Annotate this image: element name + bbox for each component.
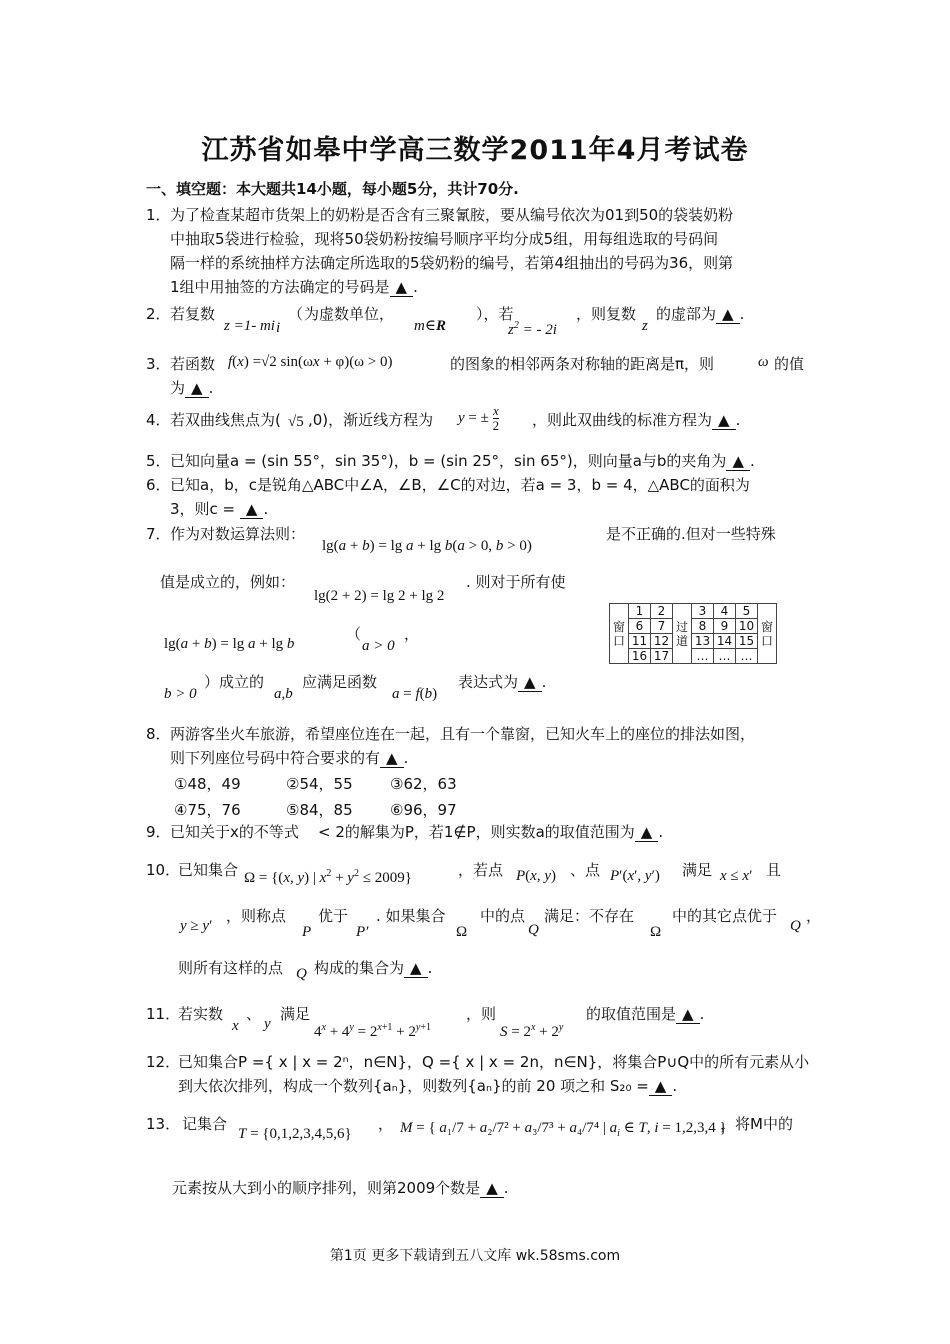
question-text: < 2的解集为P，若1∉P，则实数a的取值范围为 ▲ . (318, 823, 664, 841)
question-text: 、 (246, 1005, 262, 1023)
question-text: 的值 (774, 355, 805, 373)
aisle-label: 过道 (673, 604, 692, 664)
question-number: 1． (146, 206, 171, 224)
question-number: 11． (146, 1005, 181, 1023)
seat-cell: 12 (651, 634, 673, 649)
question-text: 中的点 (480, 907, 526, 925)
seat-cell: 3 (692, 604, 714, 619)
answer-blank[interactable]: ▲ (712, 411, 736, 430)
question-8 (146, 722, 826, 822)
question-text: ,0)，渐近线方程为 (308, 411, 434, 429)
math-expression: x ≤ x′ (720, 868, 753, 884)
question-text: 的取值范围是 ▲ . (586, 1005, 705, 1023)
question-text: ， (378, 1115, 394, 1133)
math-expression: $4^x + 4^y = 2^{x+1} + 2^{y+1}$ (314, 1022, 431, 1040)
question-13 (146, 1112, 826, 1197)
question-number: 5． (146, 452, 171, 470)
question-text: （ (346, 625, 362, 643)
question-text: 且 (766, 861, 782, 879)
question-text: 作为对数运算法则： (170, 525, 306, 543)
question-text: 应满足函数 (302, 673, 378, 691)
seat-cell: 13 (692, 634, 714, 649)
seat-cell: 9 (714, 619, 736, 634)
question-number: 10． (146, 861, 181, 879)
window-label: 窗口 (610, 604, 629, 664)
answer-blank[interactable]: ▲ (676, 1005, 700, 1024)
math-expression: $z^2$ = - 2i (508, 320, 557, 338)
page-title: 江苏省如皋中学高三数学2011年4月考试卷 (201, 135, 749, 166)
answer-blank[interactable]: ▲ (726, 452, 750, 471)
math-expression: z (642, 318, 648, 334)
question-text: 到大依次排列，构成一个数列{aₙ}，则数列{aₙ}的前 20 项之和 S₂₀ = ▲ . (178, 1077, 678, 1095)
option-3: ③62，63 (390, 775, 457, 793)
question-text: 已知集合P ={ x | x = 2ⁿ，n∈N}，Q ={ x | x = 2n，n∈N}，将集合P∪Q中的所有元素从小 (178, 1053, 810, 1071)
seat-cell: 11 (629, 634, 651, 649)
question-text: . 则对于所有使 (466, 573, 566, 591)
math-expression: lg(2 + 2) = lg 2 + lg 2 (314, 588, 445, 604)
question-text: ，则称点 (226, 907, 287, 925)
question-text: 两游客坐火车旅游，希望座位连在一起，且有一个靠窗，已知火车上的座位的排法如图， (170, 725, 756, 743)
question-text: （ (288, 305, 304, 323)
answer-blank[interactable]: ▲ (404, 959, 428, 978)
question-text: 优于 (318, 907, 349, 925)
seat-cell: 8 (692, 619, 714, 634)
question-number: 12． (146, 1053, 181, 1071)
question-9 (146, 820, 806, 848)
question-text: 则下列座位号码中符合要求的有 ▲ . (170, 749, 409, 767)
question-text: 若函数 (170, 355, 216, 373)
seat-cell: 17 (651, 649, 673, 664)
question-text: 为 ▲ . (170, 379, 214, 397)
question-text: ，则此双曲线的标准方程为 ▲ . (532, 411, 741, 429)
question-text: 若双曲线焦点为( (170, 411, 281, 429)
math-expression: M = { a₁/7 + a₂/7² + a₃/7³ + a₄/7⁴ | $a_i$ ∈ T, i = 1,2,3,4 } (400, 1120, 727, 1139)
math-expression: a,b (274, 686, 293, 702)
question-text: 满足 (280, 1005, 311, 1023)
question-number: 8． (146, 725, 171, 743)
answer-blank[interactable]: ▲ (185, 379, 209, 398)
math-expression: $S = 2^x + 2^y$ (500, 1022, 564, 1040)
option-5: ⑤84，85 (286, 801, 353, 819)
question-text: 中的其它点优于 (672, 907, 778, 925)
math-expression: lg(a + b) = lg a + lg b(a > 0, b > 0) (322, 538, 532, 554)
question-text: ， (806, 907, 822, 925)
question-text: ，将M中的 (720, 1115, 793, 1133)
section-heading: 一、填空题：本大题共14小题，每小题5分，共计70分. (146, 180, 519, 198)
seat-cell: 6 (629, 619, 651, 634)
seat-cell: 1 (629, 604, 651, 619)
question-number: 7． (146, 525, 171, 543)
question-text: 的图象的相邻两条对称轴的距离是π，则 (450, 355, 715, 373)
math-expression: √5 (288, 414, 304, 430)
question-text-line: 中抽取5袋进行检验，现将50袋奶粉按编号顺序平均分成5组，用每组选取的号码间 (170, 230, 719, 248)
question-number: 2． (146, 305, 171, 323)
math-expression: P (302, 924, 312, 940)
question-text: 若实数 (178, 1005, 224, 1023)
question-number: 9． (146, 823, 171, 841)
question-text: 是不正确的.但对一些特殊 (606, 525, 776, 543)
seat-cell: 2 (651, 604, 673, 619)
math-expression: y = ± $\frac{x}{2}$ (458, 403, 500, 433)
question-text: ， (404, 625, 420, 643)
question-text: 已知集合 (178, 861, 239, 879)
answer-blank[interactable]: ▲ (716, 305, 740, 324)
answer-blank[interactable]: ▲ (518, 673, 542, 692)
math-expression: Ω = {(x, y) | $x^2 + y^2 \le 2009$} (244, 868, 412, 886)
math-expression: f(x) =√2 sin(ωx + φ)(ω > 0) (228, 354, 393, 370)
question-text: 记集合 (182, 1115, 228, 1133)
question-2 (146, 302, 806, 342)
question-number: 3． (146, 355, 171, 373)
math-expression: P′(x′, y′) (610, 868, 660, 884)
math-expression: P′ (356, 924, 369, 940)
question-text: 满足 (682, 861, 713, 879)
question-text: . 如果集合 (376, 907, 446, 925)
math-expression: Q (528, 922, 539, 938)
answer-blank[interactable]: ▲ (240, 500, 264, 519)
math-expression: m∈R (414, 318, 446, 334)
seat-cell: 15 (736, 634, 758, 649)
question-text: ），若 (476, 305, 514, 323)
math-expression: i (276, 320, 281, 336)
answer-blank[interactable]: ▲ (649, 1077, 673, 1096)
option-2: ②54，55 (286, 775, 353, 793)
question-text: 为虚数单位， (304, 305, 395, 323)
seat-cell: 16 (629, 649, 651, 664)
math-expression: x (232, 1018, 239, 1034)
question-12 (146, 1050, 826, 1100)
seat-cell: … (736, 649, 758, 664)
option-6: ⑥96，97 (390, 801, 457, 819)
math-expression: a = f(b) (392, 686, 438, 702)
seat-cell: 5 (736, 604, 758, 619)
math-expression: z =1- mi (224, 318, 275, 334)
question-text: 表达式为 ▲ . (458, 673, 547, 691)
question-text: 、点 (570, 861, 601, 879)
question-10 (146, 858, 826, 982)
seat-cell: 4 (714, 604, 736, 619)
question-text: ，则复数 (576, 305, 637, 323)
option-4: ④75，76 (174, 801, 241, 819)
seat-cell: 10 (736, 619, 758, 634)
math-expression: Q (790, 918, 801, 934)
question-text-line: 1组中用抽签的方法确定的号码是 ▲ . (170, 278, 418, 296)
math-expression: a > 0 (362, 638, 395, 654)
question-text: 的虚部为 ▲ . (656, 305, 745, 323)
question-text: 值是成立的，例如： (160, 573, 296, 591)
option-1: ①48，49 (174, 775, 241, 793)
question-text: 3，则c = ▲ . (170, 500, 269, 518)
math-expression: b > 0 (164, 686, 197, 702)
window-label: 窗口 (758, 604, 777, 664)
answer-blank[interactable]: ▲ (480, 1179, 504, 1198)
question-4 (146, 403, 806, 444)
seat-cell: 7 (651, 619, 673, 634)
math-expression: ω (758, 354, 769, 370)
math-expression: lg(a + b) = lg a + lg b (164, 636, 295, 652)
question-text-line: 为了检查某超市货架上的奶粉是否含有三聚氰胺，要从编号依次为01到50的袋装奶粉 (170, 206, 734, 224)
seat-cell: … (692, 649, 714, 664)
question-text: 已知向量a = (sin 55°，sin 35°)，b = (sin 25°，sin 65°)，则向量a与b的夹角为 ▲ . (170, 452, 755, 470)
question-text: ，则 (466, 1005, 497, 1023)
question-number: 6． (146, 476, 171, 494)
question-text: 元素按从大到小的顺序排列，则第2009个数是 ▲ . (172, 1179, 509, 1197)
math-expression: Q (296, 966, 307, 982)
math-expression: Ω (650, 924, 662, 940)
question-text: 构成的集合为 ▲ . (314, 959, 433, 977)
question-text: 则所有这样的点 (178, 959, 284, 977)
question-text-line: 隔一样的系统抽样方法确定所选取的5袋奶粉的编号，若第4组抽出的号码为36，则第 (170, 254, 734, 272)
question-text: 已知a，b，c是锐角△ABC中∠A，∠B，∠C的对边，若a = 3，b = 4，△ABC的面积为 (170, 476, 750, 494)
page-footer: 第1页 更多下载请到五八文库 wk.58sms.com (329, 1248, 621, 1264)
math-expression: y ≥ y′ (180, 918, 213, 934)
math-expression: P(x, y) (516, 868, 557, 884)
math-expression: Ω (456, 924, 468, 940)
answer-blank[interactable]: ▲ (635, 823, 659, 842)
math-expression: T = {0,1,2,3,4,5,6} (238, 1126, 352, 1142)
question-number: 13． (146, 1115, 181, 1133)
question-3 (146, 352, 806, 402)
math-expression: y (264, 1016, 271, 1032)
question-text: 若复数 (170, 305, 216, 323)
question-11 (146, 1002, 806, 1042)
question-number: 4． (146, 411, 171, 429)
question-text: ）成立的 (204, 673, 265, 691)
question-text: ，若点 (458, 861, 504, 879)
seat-cell: … (714, 649, 736, 664)
answer-blank[interactable]: ▲ (380, 749, 404, 768)
question-text: 满足：不存在 (544, 907, 635, 925)
seat-chart (609, 603, 777, 664)
question-text: 已知关于x的不等式 (170, 823, 299, 841)
seat-cell: 14 (714, 634, 736, 649)
answer-blank[interactable]: ▲ (390, 278, 414, 297)
